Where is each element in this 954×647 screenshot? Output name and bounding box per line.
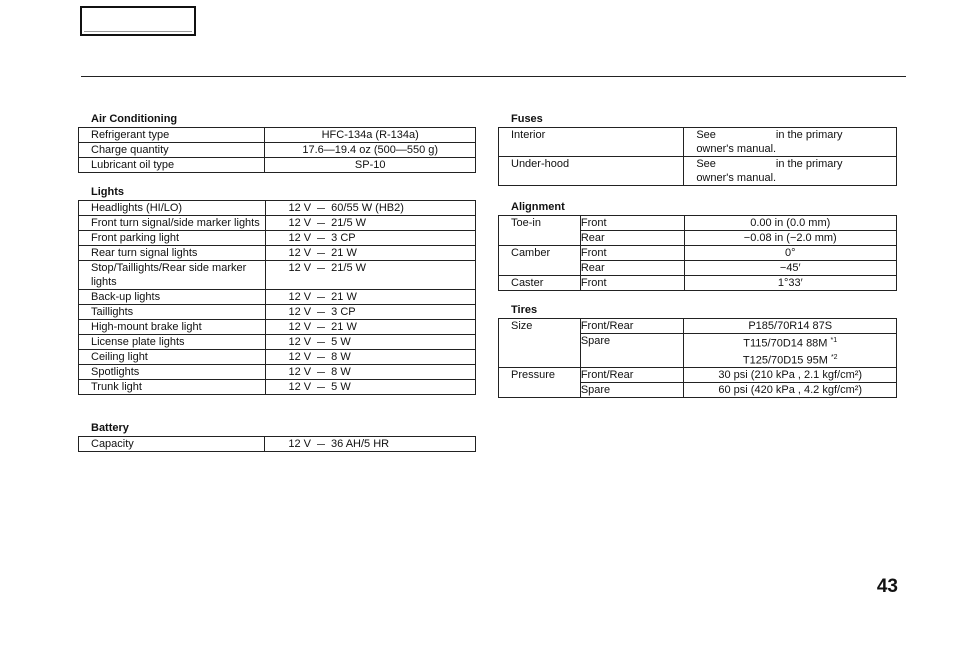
- table-row: [499, 319, 897, 334]
- table-row: [499, 276, 897, 291]
- wattage: 60/55 W (HB2): [331, 202, 404, 214]
- wattage: 8 W: [331, 366, 351, 378]
- table-row: [79, 246, 476, 261]
- table-row: [79, 380, 476, 395]
- table-row: [499, 157, 897, 186]
- spec-label: Front turn signal/side marker lights: [79, 216, 266, 231]
- footnote-1: *1: [830, 337, 838, 344]
- wattage: 21 W: [331, 247, 357, 259]
- table-row: [79, 158, 476, 173]
- position-label: Front: [580, 246, 684, 261]
- lights-title: Lights: [91, 186, 124, 198]
- dash: [317, 253, 325, 254]
- spec-value: −0.08 in (−2.0 mm): [684, 231, 896, 246]
- spec-value: 17.6—19.4 oz (500—550 g): [265, 143, 476, 158]
- dash: [317, 372, 325, 373]
- voltage: 12 V: [288, 291, 312, 303]
- table-row: [499, 246, 897, 261]
- spec-value: [265, 261, 475, 290]
- spec-label: Taillights: [79, 305, 266, 320]
- page-number: 43: [876, 576, 898, 597]
- wattage: 21 W: [331, 321, 357, 333]
- spec-label: Under-hood: [499, 157, 684, 186]
- dash: [317, 297, 325, 298]
- battery-table: [78, 436, 476, 452]
- spec-label: Toe-in: [499, 216, 581, 246]
- dash: [317, 268, 325, 269]
- voltage: 12 V: [288, 262, 312, 274]
- dash: [317, 357, 325, 358]
- wattage: 21 W: [331, 291, 357, 303]
- table-row: [79, 320, 476, 335]
- spec-label: Stop/Taillights/Rear side marker lights: [79, 261, 266, 290]
- table-row: [79, 437, 476, 452]
- dash: [317, 342, 325, 343]
- spec-value: 30 psi (210 kPa , 2.1 kgf/cm²): [684, 368, 897, 383]
- spec-value: 60 psi (420 kPa , 4.2 kgf/cm²): [684, 383, 897, 398]
- voltage: 12 V: [288, 232, 312, 244]
- spec-value: [265, 231, 475, 246]
- table-row: [499, 216, 897, 231]
- air-conditioning-title: Air Conditioning: [91, 113, 178, 125]
- see-line2: owner's manual.: [696, 143, 777, 155]
- spec-label: Spotlights: [79, 365, 266, 380]
- spec-value: [265, 335, 475, 350]
- spec-label: Camber: [499, 246, 581, 276]
- spec-label: Lubricant oil type: [79, 158, 265, 173]
- position-label: Spare: [580, 334, 684, 368]
- wattage: 21/5 W: [331, 217, 367, 229]
- voltage: 12 V: [288, 366, 312, 378]
- spec-label: Back-up lights: [79, 290, 266, 305]
- dash: [317, 312, 325, 313]
- spec-label: Caster: [499, 276, 581, 291]
- table-row: [79, 231, 476, 246]
- wattage: 21/5 W: [331, 262, 367, 274]
- table-row: [79, 365, 476, 380]
- voltage: 12 V: [288, 438, 312, 450]
- dash: [317, 387, 325, 388]
- spec-value: HFC-134a (R-134a): [265, 128, 476, 143]
- table-row: [79, 305, 476, 320]
- position-label: Front: [580, 216, 684, 231]
- spec-value: 0°: [684, 246, 896, 261]
- spec-label: High-mount brake light: [79, 320, 266, 335]
- see-rest: in the primary: [775, 129, 843, 141]
- spec-label: Size: [499, 319, 581, 368]
- spare-size-2: T125/70D15 95M: [742, 354, 828, 367]
- spec-value: −45′: [684, 261, 896, 276]
- spec-value: [265, 290, 475, 305]
- spec-value: 0.00 in (0.0 mm): [684, 216, 896, 231]
- see-rest: in the primary: [775, 158, 843, 170]
- dash: [317, 327, 325, 328]
- voltage: 12 V: [288, 202, 312, 214]
- table-row: [79, 201, 476, 216]
- voltage: 12 V: [288, 306, 312, 318]
- table-row: [499, 368, 897, 383]
- voltage: 12 V: [288, 381, 312, 393]
- fuses-title: Fuses: [511, 113, 543, 125]
- spec-value: [265, 320, 475, 335]
- table-row: [499, 128, 897, 157]
- spec-value: [265, 365, 475, 380]
- dash: [317, 208, 325, 209]
- spec-label: Capacity: [79, 437, 265, 452]
- table-row: [79, 261, 476, 290]
- alignment-table: [498, 215, 897, 291]
- see-line2: owner's manual.: [696, 172, 777, 184]
- spec-value: [684, 157, 897, 186]
- tires-table: [498, 318, 897, 398]
- table-row: [79, 216, 476, 231]
- spec-value: [684, 128, 897, 157]
- spec-value: [265, 305, 475, 320]
- position-label: Rear: [580, 261, 684, 276]
- spare-size-1: T115/70D14 88M: [743, 337, 828, 350]
- spec-label: Rear turn signal lights: [79, 246, 266, 261]
- see-text: See: [696, 129, 716, 141]
- fuses-table: [498, 127, 897, 186]
- capacity-value: 36 AH/5 HR: [331, 438, 390, 450]
- position-label: Front/Rear: [580, 368, 684, 383]
- voltage: 12 V: [288, 336, 312, 348]
- alignment-title: Alignment: [511, 201, 565, 213]
- table-row: [79, 290, 476, 305]
- footnote-2: *2: [830, 353, 838, 361]
- wattage: 5 W: [331, 336, 351, 348]
- table-row: [79, 128, 476, 143]
- position-label: Front: [580, 276, 684, 291]
- voltage: 12 V: [288, 321, 312, 333]
- spec-label: Front parking light: [79, 231, 266, 246]
- position-label: Spare: [580, 383, 684, 398]
- spec-label: Pressure: [499, 368, 581, 398]
- tires-title: Tires: [511, 304, 538, 316]
- spec-value: [684, 334, 897, 368]
- spec-value: [265, 201, 475, 216]
- table-row: [79, 350, 476, 365]
- spec-value: [265, 216, 475, 231]
- spec-label: Ceiling light: [79, 350, 266, 365]
- wattage: 3 CP: [331, 306, 356, 318]
- wattage: 8 W: [331, 351, 351, 363]
- spec-value: [265, 246, 475, 261]
- spec-value: SP-10: [265, 158, 476, 173]
- spec-value: 1°33′: [684, 276, 896, 291]
- spec-label: Interior: [499, 128, 684, 157]
- wattage: 5 W: [331, 381, 351, 393]
- spec-value: [265, 350, 475, 365]
- position-label: Rear: [580, 231, 684, 246]
- spec-label: Refrigerant type: [79, 128, 265, 143]
- voltage: 12 V: [288, 247, 312, 259]
- spec-label: Headlights (HI/LO): [79, 201, 266, 216]
- dash: [317, 238, 325, 239]
- header-tab-box: [80, 6, 196, 36]
- wattage: 3 CP: [331, 232, 356, 244]
- see-text: See: [696, 158, 716, 170]
- dash: [317, 444, 325, 445]
- dash: [317, 223, 325, 224]
- spec-label: Trunk light: [79, 380, 266, 395]
- voltage: 12 V: [288, 351, 312, 363]
- spec-value: P185/70R14 87S: [684, 319, 897, 334]
- spec-value: [265, 437, 476, 452]
- lights-table: [78, 200, 476, 395]
- spec-value: [265, 380, 475, 395]
- spec-label: Charge quantity: [79, 143, 265, 158]
- battery-title: Battery: [91, 422, 129, 434]
- header-rule: [81, 76, 906, 77]
- position-label: Front/Rear: [580, 319, 684, 334]
- voltage: 12 V: [288, 217, 312, 229]
- table-row: [79, 335, 476, 350]
- spec-label: License plate lights: [79, 335, 266, 350]
- table-row: [79, 143, 476, 158]
- air-conditioning-table: [78, 127, 476, 173]
